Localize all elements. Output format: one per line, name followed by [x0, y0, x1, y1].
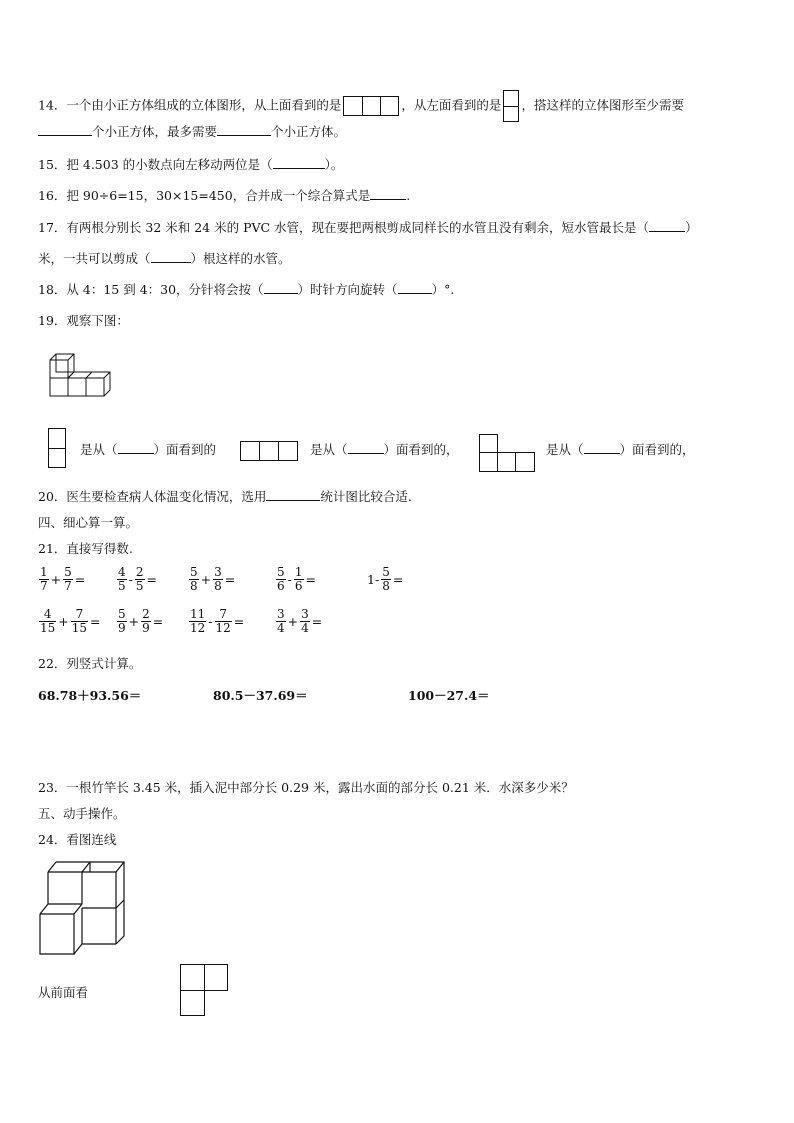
- q22-expr2: 80.5－37.69＝: [213, 688, 308, 703]
- answer-blank[interactable]: [118, 442, 154, 454]
- q21-expression: [275, 566, 317, 593]
- section-5-heading: 五、动手操作。: [38, 806, 126, 821]
- q18: 18．从 4：15 到 4：30，分针将会按（ ）时针方向旋转（ ）°.: [38, 282, 455, 297]
- operator: -: [287, 572, 292, 587]
- numerator: 1: [40, 565, 48, 579]
- fraction: [300, 608, 310, 635]
- q24-view-shape[interactable]: [180, 964, 228, 1016]
- answer-blank[interactable]: [273, 157, 325, 169]
- numerator: 1: [294, 565, 303, 579]
- equals-sign: =: [224, 572, 236, 587]
- answer-blank[interactable]: [264, 282, 298, 294]
- equals-sign: =: [311, 614, 323, 629]
- fraction: [141, 608, 151, 635]
- fraction: [294, 566, 304, 593]
- numerator: 4: [43, 607, 52, 621]
- answer-blank[interactable]: [217, 124, 271, 136]
- q24-label: 从前面看: [38, 985, 89, 1000]
- answer-blank[interactable]: [38, 124, 92, 136]
- cube-figure-q19: [48, 350, 120, 400]
- numerator: 5: [277, 565, 285, 579]
- fraction: [215, 608, 232, 635]
- denominator: 5: [135, 579, 144, 593]
- denominator: 8: [190, 579, 198, 593]
- fraction: [135, 566, 145, 593]
- view1-text: 是从（ ）面看到的: [80, 442, 217, 457]
- top-view-box: [343, 96, 399, 116]
- fraction: [71, 608, 88, 635]
- left-view-box: [503, 90, 519, 122]
- answer-blank[interactable]: [370, 188, 406, 200]
- q14-line1: 14．一个由小正方体组成的立体图形，从上面看到的是 ，从左面看到的是 ，搭这样的立体图形至少需要: [38, 90, 684, 122]
- numerator: 3: [301, 607, 309, 621]
- q23: 23．一根竹竿长 3.45 米，插入泥中部分长 0.29 米，露出水面的部分长 0.21 米．水深多少米？: [38, 780, 574, 795]
- q14-line2: 个小正方体，最多需要 个小正方体。: [38, 124, 346, 140]
- fraction: [276, 566, 286, 593]
- numerator: 7: [75, 607, 84, 621]
- operator: +: [128, 614, 140, 629]
- denominator: 7: [40, 579, 48, 593]
- fraction: [39, 608, 56, 635]
- cube-figure-q24: [38, 860, 130, 956]
- numerator: 11: [190, 607, 206, 621]
- numerator: 5: [382, 565, 390, 579]
- denominator: 9: [142, 621, 150, 635]
- fraction: [39, 566, 49, 593]
- fraction: [213, 566, 223, 593]
- answer-blank[interactable]: [151, 251, 191, 263]
- answer-blank[interactable]: [266, 489, 320, 501]
- numerator: 2: [135, 565, 144, 579]
- answer-blank[interactable]: [348, 442, 384, 454]
- denominator: 4: [301, 621, 309, 635]
- denominator: 12: [215, 621, 231, 635]
- q21-expression: [366, 566, 404, 593]
- whole-number: 1-: [367, 572, 380, 587]
- q17-line1: 17．有两根分别长 32 米和 24 米的 PVC 水管，现在要把两根剪成同样长的水管且没有剩余，短水管最长是（ ）: [38, 220, 698, 235]
- view2-shape: [240, 441, 298, 461]
- equals-sign: =: [90, 614, 101, 629]
- q22-expr1: 68.78＋93.56＝: [38, 688, 142, 703]
- fraction: [189, 566, 199, 593]
- numerator: 5: [190, 565, 198, 579]
- numerator: 2: [142, 607, 150, 621]
- q21-expression: [188, 608, 245, 635]
- fraction: [63, 566, 73, 593]
- equals-sign: =: [233, 614, 245, 629]
- q15: 15．把 4.503 的小数点向左移动两位是（ ）。: [38, 157, 344, 172]
- fraction: [189, 608, 206, 635]
- denominator: 5: [118, 579, 126, 593]
- section-4-heading: 四、细心算一算。: [38, 515, 139, 530]
- q22-expr3: 100－27.4＝: [408, 688, 490, 703]
- q20: 20．医生要检查病人体温变化情况，选用 统计图比较合适.: [38, 489, 412, 504]
- numerator: 5: [118, 607, 126, 621]
- q21-expression: [188, 566, 236, 593]
- q22-title: 22．列竖式计算。: [38, 656, 142, 671]
- equals-sign: =: [152, 614, 164, 629]
- q21-expression: [116, 608, 164, 635]
- denominator: 12: [190, 621, 206, 635]
- operator: -: [208, 614, 213, 629]
- q21-expression: [38, 566, 86, 593]
- operator: -: [128, 572, 133, 587]
- operator: +: [50, 572, 62, 587]
- fraction: [117, 608, 127, 635]
- q16: 16．把 90÷6=15，30×15=450，合并成一个综合算式是 .: [38, 188, 411, 203]
- numerator: 5: [64, 565, 72, 579]
- view3-shape: [479, 434, 535, 472]
- operator: +: [200, 572, 212, 587]
- denominator: 7: [64, 579, 72, 593]
- numerator: 7: [219, 607, 227, 621]
- numerator: 3: [277, 607, 285, 621]
- denominator: 9: [118, 621, 126, 635]
- denominator: 8: [382, 579, 390, 593]
- denominator: 15: [40, 621, 56, 635]
- fraction: [381, 566, 391, 593]
- denominator: 6: [277, 579, 285, 593]
- answer-blank[interactable]: [649, 220, 685, 232]
- equals-sign: =: [392, 572, 404, 587]
- fraction: [276, 608, 286, 635]
- fraction: [117, 566, 127, 593]
- view3-text: 是从（ ）面看到的，: [546, 442, 695, 457]
- equals-sign: =: [146, 572, 157, 587]
- q21-expression: [275, 608, 323, 635]
- q17-line2: 米，一共可以剪成（ ）根这样的水管。: [38, 251, 291, 266]
- numerator: 4: [118, 565, 126, 579]
- q24-title: 24．看图连线: [38, 832, 117, 847]
- view1-shape: [48, 428, 66, 468]
- denominator: 15: [71, 621, 88, 635]
- operator: +: [58, 614, 69, 629]
- q19-views: [48, 428, 66, 468]
- denominator: 6: [294, 579, 303, 593]
- operator: +: [287, 614, 299, 629]
- denominator: 4: [277, 621, 285, 635]
- q21-expression: [38, 608, 102, 635]
- q21-title: 21．直接写得数.: [38, 541, 133, 556]
- denominator: 8: [214, 579, 222, 593]
- numerator: 3: [214, 565, 222, 579]
- q19-title: 19．观察下图：: [38, 313, 129, 328]
- q21-expression: [116, 566, 158, 593]
- answer-blank[interactable]: [398, 282, 432, 294]
- equals-sign: =: [74, 572, 86, 587]
- answer-blank[interactable]: [584, 442, 620, 454]
- equals-sign: =: [305, 572, 316, 587]
- view2-text: 是从（ ）面看到的，: [310, 442, 459, 457]
